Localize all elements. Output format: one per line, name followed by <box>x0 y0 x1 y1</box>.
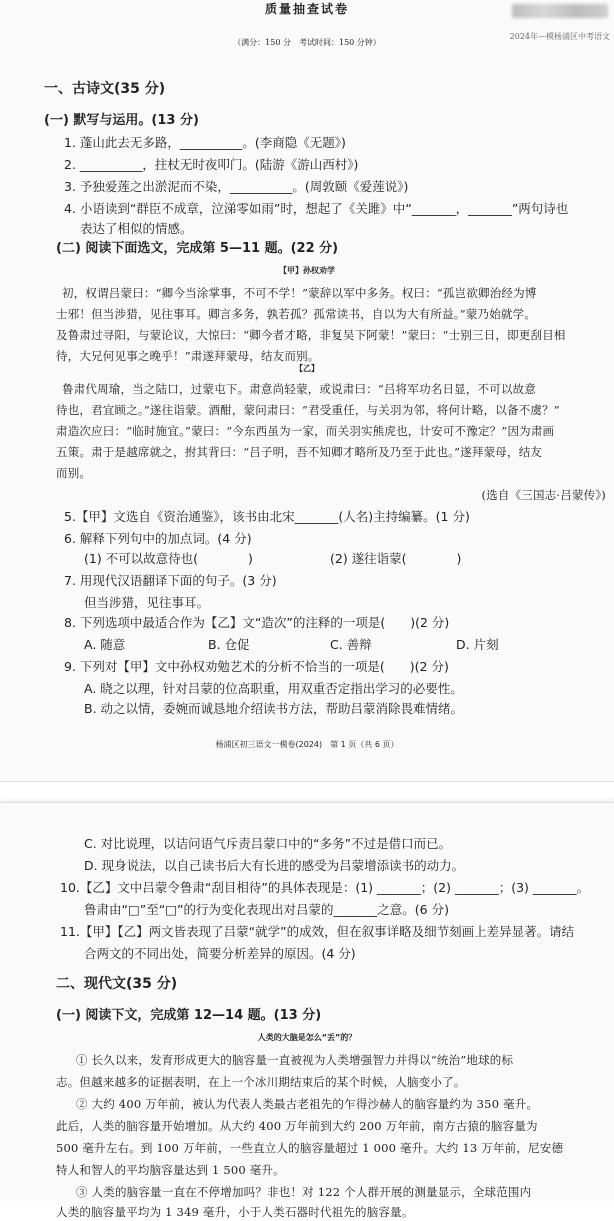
passage-yi-line: 肃造次应曰：“临时施宜。”蒙曰：“今东西虽为一家，而关羽实熊虎也，计安可不豫定？”因为肃画 <box>56 424 555 438</box>
question-7-sentence: 但当涉猎，见往事耳。 <box>84 595 210 610</box>
page-footer: 杨浦区初三语文一模卷(2024) 第 1 页（共 6 页） <box>215 740 399 749</box>
passage-yi-line: 鲁肃代周瑜，当之陆口，过蒙屯下。肃意尚轻蒙，或说肃曰：“吕将军功名日显，不可以故意 <box>62 382 537 396</box>
part-heading-article: (一) 阅读下文，完成第 12—14 题。(13 分) <box>56 1008 322 1023</box>
article-line: 特人和智人的平均脑容量达到 1 500 毫升。 <box>56 1163 285 1177</box>
question-5: 5.【甲】文选自《资治通鉴》，该书由北宋_______(人名)主持编纂。(1 分) <box>64 509 470 524</box>
section-heading-classical: 一、古诗文(35 分) <box>44 81 166 97</box>
question-8-option-b: B. 仓促 <box>208 637 250 652</box>
article-title: 人类的大脑是怎么“丢”的？ <box>257 1033 357 1042</box>
article-line: ① 长久以来，发育形成更大的脑容量一直被视为人类增强智力并得以“统治”地球的标 <box>76 1053 514 1067</box>
part-heading-reading: (二) 阅读下面选文，完成第 5—11 题。(22 分) <box>56 241 339 256</box>
question-9-option-a: A. 晓之以理，针对吕蒙的位高职重，用双重否定指出学习的必要性。 <box>84 681 463 696</box>
passage-jia-line: 初，权谓吕蒙曰：“卿今当涂掌事，不可不学！”蒙辞以军中多务。权曰：“孤岂欲卿治经为博 <box>62 286 537 300</box>
passage-yi-line: 待也，君宜顾之。”遂往诣蒙。酒酣，蒙问肃曰：“君受重任，与关羽为邻，将何计略，以备不虞？” <box>56 403 560 417</box>
question-2: 2. __________，拄杖无时夜叩门。(陆游《游山西村》) <box>64 157 359 172</box>
page-gap <box>0 782 614 802</box>
passage-jia-title: 【甲】孙权劝学 <box>279 266 335 275</box>
question-4-line-1: 4. 小语读到“群臣不成章，泣涕零如雨”时，想起了《关雎》中“_______，_______”两句诗也 <box>64 201 569 216</box>
question-6-item-2: (2) 遂往诣蒙( ) <box>330 551 462 566</box>
question-10-line-2: 鲁肃由“□”至“□”的行为变化表现出对吕蒙的_______之意。(6 分) <box>84 902 449 917</box>
question-9: 9. 下列对【甲】文中孙权劝勉艺术的分析不恰当的一项是( )(2 分) <box>64 659 449 674</box>
question-9-option-b: B. 动之以情，委婉而诚恳地介绍读书方法，帮助吕蒙消除畏难情绪。 <box>84 701 464 716</box>
corner-note: 2024年—模杨浦区中考语文 <box>509 32 610 41</box>
question-9-option-d: D. 现身说法，以自己读书后大有长进的感受为吕蒙增添读书的动力。 <box>84 858 465 873</box>
question-11-line-2: 合两文的不同出处，简要分析差异的原因。(4 分) <box>84 946 356 961</box>
question-6-item-1: (1) 不可以故意待也( ) <box>84 551 253 566</box>
passage-jia-line: 及鲁肃过寻阳，与蒙论议，大惊曰：“卿今者才略，非复吴下阿蒙！”蒙曰：“士别三日，即更刮目相 <box>56 328 566 342</box>
question-8-option-c: C. 善辩 <box>330 637 372 652</box>
passage-source: (选自《三国志·吕蒙传》) <box>481 488 606 502</box>
passage-jia-line: 待，大兄何见事之晚乎！”肃遂拜蒙母，结友而别。 <box>56 349 320 363</box>
question-1: 1. 蓬山此去无多路，__________。(李商隐《无题》) <box>64 135 346 150</box>
page-title: 质量抽查试卷 <box>264 2 349 16</box>
question-7: 7. 用现代汉语翻译下面的句子。(3 分) <box>64 573 277 588</box>
passage-yi-line: 而别。 <box>56 466 92 480</box>
article-line: 此后，人类的脑容量开始增加。从大约 400 万年前到大约 200 万年前，南方古猿的脑容量为 <box>56 1119 538 1133</box>
passage-jia-line: 士邪！但当涉猎，见往事耳。卿言多务，孰若孤？孤常读书，自以为大有所益。”蒙乃始就学。 <box>56 307 537 321</box>
exam-page-2 <box>0 802 614 1219</box>
question-9-option-c: C. 对比说理，以诘问语气斥责吕蒙口中的“多务”不过是借口而已。 <box>84 836 452 851</box>
question-10-line-1: 10.【乙】文中吕蒙令鲁肃“刮目相待”的具体表现是：(1) _______；(2) _______；(3) _______。 <box>60 880 590 895</box>
exam-subtitle: （满分：150 分 考试时间：150 分钟） <box>233 38 381 47</box>
question-6: 6. 解释下列句中的加点词。(4 分) <box>64 531 252 546</box>
article-line: ③ 人类的脑容量一直在不停增加吗？非也！对 122 个人群开展的测量显示，全球范围内 <box>76 1185 532 1199</box>
article-line: 志。但越来越多的证据表明，在上一个冰川期结束后的某个时候，人脑变小了。 <box>56 1075 466 1089</box>
article-line: ② 大约 400 万年前，被认为代表人类最古老祖先的乍得沙赫人的脑容量约为 350 毫升。 <box>76 1097 539 1111</box>
passage-yi-line: 五策。肃于是越席就之，拊其背曰：“吕子明，吾不知卿才略所及乃至于此也。”遂拜蒙母，结友 <box>56 445 543 459</box>
question-11-line-1: 11.【甲】【乙】两文皆表现了吕蒙“就学”的成效，但在叙事详略及细节刻画上差异显著。请结 <box>60 924 575 939</box>
question-8: 8. 下列选项中最适合作为【乙】文“造次”的注释的一项是( )(2 分) <box>64 615 450 630</box>
part-heading-dictation: (一) 默写与运用。(13 分) <box>44 113 199 128</box>
question-8-option-d: D. 片刻 <box>456 637 499 652</box>
question-3: 3. 予独爱莲之出淤泥而不染，__________。(周敦颐《爱莲说》) <box>64 179 409 194</box>
article-line: 500 毫升左右。到 100 万年前，一些直立人的脑容量超过 1 000 毫升。大约 13 万年前，尼安德 <box>56 1141 564 1155</box>
question-4-line-2: 表达了相似的情感。 <box>80 221 193 236</box>
question-8-option-a: A. 随意 <box>84 637 126 652</box>
section-heading-modern: 二、现代文(35 分) <box>56 976 178 992</box>
passage-yi-title: 【乙】 <box>295 364 319 373</box>
article-line: 人类的脑容量平均为 1 349 毫升，小于人类石器时代祖先的脑容量。 <box>56 1205 414 1219</box>
